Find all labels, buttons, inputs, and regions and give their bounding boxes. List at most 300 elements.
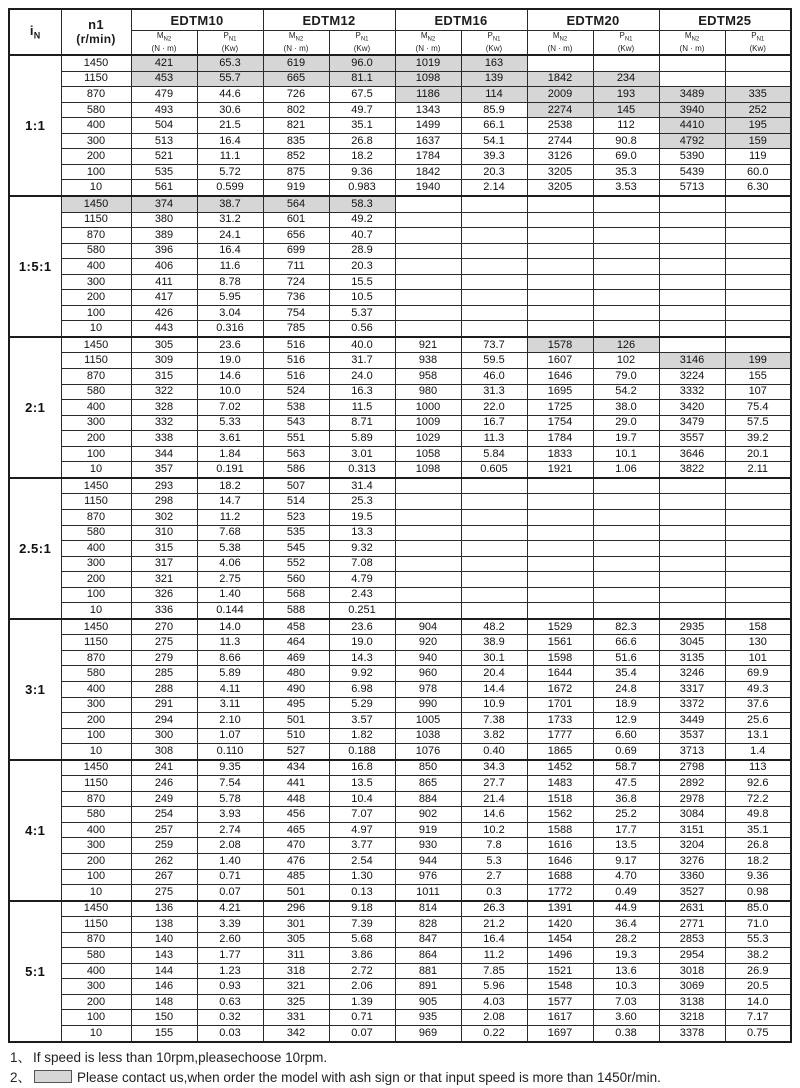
power-subheader: $P_{N1}$ (Kw) — [725, 31, 791, 56]
power-cell: 27.7 — [461, 776, 527, 792]
power-cell — [593, 196, 659, 212]
power-cell: 7.8 — [461, 838, 527, 854]
table-row — [9, 994, 791, 1010]
power-cell: 7.08 — [329, 556, 395, 572]
torque-cell: 241 — [131, 760, 197, 776]
torque-cell: 1842 — [395, 164, 461, 180]
power-cell: 18.2 — [329, 149, 395, 165]
torque-cell: 1777 — [527, 728, 593, 744]
power-cell: 1.39 — [329, 994, 395, 1010]
power-cell: 0.3 — [461, 885, 527, 901]
speed-cell: 100 — [61, 446, 131, 462]
torque-cell: 1842 — [527, 71, 593, 87]
torque-cell: 665 — [263, 71, 329, 87]
torque-cell: 3135 — [659, 650, 725, 666]
torque-cell: 1076 — [395, 744, 461, 760]
power-cell: 55.7 — [197, 71, 263, 87]
power-cell: 21.5 — [197, 118, 263, 134]
torque-cell: 978 — [395, 681, 461, 697]
power-cell: 0.32 — [197, 1010, 263, 1026]
torque-cell: 3276 — [659, 853, 725, 869]
power-cell — [593, 556, 659, 572]
torque-cell: 417 — [131, 290, 197, 306]
power-cell — [461, 556, 527, 572]
speed-cell: 10 — [61, 321, 131, 337]
torque-cell: 902 — [395, 807, 461, 823]
speed-cell: 400 — [61, 822, 131, 838]
power-cell: 4.21 — [197, 901, 263, 917]
torque-cell — [659, 243, 725, 259]
power-cell: 0.38 — [593, 1026, 659, 1042]
power-cell: 2.10 — [197, 713, 263, 729]
power-cell — [461, 572, 527, 588]
power-cell: 55.3 — [725, 932, 791, 948]
speed-cell: 870 — [61, 650, 131, 666]
table-row — [9, 71, 791, 87]
torque-cell: 2798 — [659, 760, 725, 776]
speed-cell: 10 — [61, 744, 131, 760]
footnote-1-text: If speed is less than 10rpm,pleasechoose 10rpm. — [33, 1049, 328, 1065]
power-cell — [461, 212, 527, 228]
torque-cell — [395, 196, 461, 212]
power-cell: 0.22 — [461, 1026, 527, 1042]
torque-cell: 1561 — [527, 635, 593, 651]
torque-cell: 1701 — [527, 697, 593, 713]
power-cell: 19.0 — [329, 635, 395, 651]
torque-cell: 5713 — [659, 180, 725, 196]
speed-cell: 100 — [61, 869, 131, 885]
power-cell: 35.4 — [593, 666, 659, 682]
power-cell: 195 — [725, 118, 791, 134]
torque-cell: 1496 — [527, 948, 593, 964]
torque-cell: 724 — [263, 274, 329, 290]
power-cell: 2.11 — [725, 462, 791, 478]
torque-cell: 754 — [263, 305, 329, 321]
power-cell: 39.3 — [461, 149, 527, 165]
power-cell: 17.7 — [593, 822, 659, 838]
power-cell: 7.39 — [329, 917, 395, 933]
power-cell: 0.56 — [329, 321, 395, 337]
torque-cell: 338 — [131, 431, 197, 447]
speed-cell: 1450 — [61, 901, 131, 917]
torque-cell: 2771 — [659, 917, 725, 933]
torque-cell — [395, 321, 461, 337]
power-cell: 31.2 — [197, 212, 263, 228]
torque-cell: 1646 — [527, 369, 593, 385]
power-cell — [461, 478, 527, 494]
torque-cell: 904 — [395, 619, 461, 635]
torque-cell: 155 — [131, 1026, 197, 1042]
table-row — [9, 149, 791, 165]
torque-cell: 3151 — [659, 822, 725, 838]
footnote-1-index: 1、 — [10, 1049, 32, 1065]
torque-cell — [659, 212, 725, 228]
table-row — [9, 541, 791, 557]
power-cell: 47.5 — [593, 776, 659, 792]
torque-cell — [659, 321, 725, 337]
torque-cell: 322 — [131, 384, 197, 400]
table-row — [9, 744, 791, 760]
table-row — [9, 196, 791, 212]
torque-cell: 3204 — [659, 838, 725, 854]
table-row — [9, 697, 791, 713]
power-cell: 14.0 — [725, 994, 791, 1010]
torque-cell: 3646 — [659, 446, 725, 462]
table-row — [9, 807, 791, 823]
torque-cell — [527, 259, 593, 275]
speed-cell: 1450 — [61, 55, 131, 71]
torque-cell: 527 — [263, 744, 329, 760]
torque-cell: 296 — [263, 901, 329, 917]
torque-cell: 930 — [395, 838, 461, 854]
table-row — [9, 87, 791, 103]
torque-cell: 300 — [131, 728, 197, 744]
power-cell — [593, 494, 659, 510]
power-cell — [725, 71, 791, 87]
power-cell: 49.3 — [725, 681, 791, 697]
power-cell: 36.4 — [593, 917, 659, 933]
power-cell: 7.17 — [725, 1010, 791, 1026]
torque-cell: 285 — [131, 666, 197, 682]
torque-cell: 875 — [263, 164, 329, 180]
power-cell: 5.84 — [461, 446, 527, 462]
power-subheader: $P_{N1}$ (Kw) — [593, 31, 659, 56]
power-cell — [593, 478, 659, 494]
power-cell: 35.1 — [329, 118, 395, 134]
torque-cell: 2538 — [527, 118, 593, 134]
power-cell: 10.5 — [329, 290, 395, 306]
table-row — [9, 164, 791, 180]
power-cell: 14.6 — [197, 369, 263, 385]
power-cell: 158 — [725, 619, 791, 635]
power-cell: 44.6 — [197, 87, 263, 103]
power-cell: 10.4 — [329, 791, 395, 807]
speed-cell: 400 — [61, 963, 131, 979]
speed-cell: 1150 — [61, 212, 131, 228]
speed-cell: 200 — [61, 572, 131, 588]
torque-cell — [659, 259, 725, 275]
speed-cell: 100 — [61, 587, 131, 603]
torque-cell: 1617 — [527, 1010, 593, 1026]
power-cell: 8.66 — [197, 650, 263, 666]
torque-cell: 480 — [263, 666, 329, 682]
power-cell: 4.11 — [197, 681, 263, 697]
torque-cell: 389 — [131, 228, 197, 244]
ratio-label: 1:5:1 — [9, 196, 61, 337]
power-cell — [461, 525, 527, 541]
torque-cell: 2978 — [659, 791, 725, 807]
power-cell: 112 — [593, 118, 659, 134]
table-row — [9, 556, 791, 572]
power-cell: 13.1 — [725, 728, 791, 744]
power-cell: 1.4 — [725, 744, 791, 760]
table-row — [9, 917, 791, 933]
power-subheader: $P_{N1}$ (Kw) — [461, 31, 527, 56]
power-cell: 14.6 — [461, 807, 527, 823]
speed-cell: 200 — [61, 994, 131, 1010]
speed-cell: 200 — [61, 853, 131, 869]
table-row — [9, 728, 791, 744]
torque-cell: 136 — [131, 901, 197, 917]
power-cell: 0.75 — [725, 1026, 791, 1042]
torque-cell: 254 — [131, 807, 197, 823]
torque-cell: 1000 — [395, 400, 461, 416]
torque-cell: 3822 — [659, 462, 725, 478]
torque-cell: 332 — [131, 415, 197, 431]
torque-cell — [659, 337, 725, 353]
power-cell: 49.8 — [725, 807, 791, 823]
power-cell: 0.605 — [461, 462, 527, 478]
torque-cell: 406 — [131, 259, 197, 275]
power-cell: 14.7 — [197, 494, 263, 510]
ratio-label: 1:1 — [9, 55, 61, 196]
torque-cell — [395, 603, 461, 619]
power-cell — [725, 305, 791, 321]
power-cell: 0.49 — [593, 885, 659, 901]
torque-cell — [527, 55, 593, 71]
torque-cell: 1058 — [395, 446, 461, 462]
speed-cell: 870 — [61, 932, 131, 948]
speed-cell: 10 — [61, 603, 131, 619]
torque-cell: 453 — [131, 71, 197, 87]
table-row — [9, 635, 791, 651]
footnote-2 — [10, 1068, 792, 1088]
torque-cell: 315 — [131, 369, 197, 385]
power-cell: 57.5 — [725, 415, 791, 431]
power-cell: 39.2 — [725, 431, 791, 447]
table-row — [9, 494, 791, 510]
torque-cell: 288 — [131, 681, 197, 697]
table-row — [9, 776, 791, 792]
power-cell: 2.08 — [461, 1010, 527, 1026]
torque-cell: 850 — [395, 760, 461, 776]
power-cell: 8.71 — [329, 415, 395, 431]
torque-cell: 342 — [263, 1026, 329, 1042]
power-cell: 28.2 — [593, 932, 659, 948]
power-cell: 44.9 — [593, 901, 659, 917]
power-cell: 66.6 — [593, 635, 659, 651]
torque-cell — [395, 494, 461, 510]
power-cell: 58.7 — [593, 760, 659, 776]
power-cell: 130 — [725, 635, 791, 651]
torque-cell: 308 — [131, 744, 197, 760]
torque-cell: 458 — [263, 619, 329, 635]
speed-cell: 1150 — [61, 917, 131, 933]
torque-cell: 976 — [395, 869, 461, 885]
torque-cell — [659, 587, 725, 603]
torque-cell — [395, 212, 461, 228]
power-cell: 4.06 — [197, 556, 263, 572]
model-header-edtm25: EDTM25 — [659, 9, 791, 31]
power-cell: 11.5 — [329, 400, 395, 416]
power-cell: 335 — [725, 87, 791, 103]
torque-cell: 1577 — [527, 994, 593, 1010]
torque-cell: 711 — [263, 259, 329, 275]
table-row — [9, 369, 791, 385]
speed-cell: 580 — [61, 243, 131, 259]
power-cell: 0.69 — [593, 744, 659, 760]
torque-cell: 291 — [131, 697, 197, 713]
power-cell: 49.2 — [329, 212, 395, 228]
torque-cell: 257 — [131, 822, 197, 838]
power-cell: 3.93 — [197, 807, 263, 823]
table-row — [9, 932, 791, 948]
power-cell: 24.1 — [197, 228, 263, 244]
speed-cell: 580 — [61, 384, 131, 400]
power-cell: 145 — [593, 102, 659, 118]
power-cell: 163 — [461, 55, 527, 71]
power-cell — [725, 525, 791, 541]
torque-cell — [395, 572, 461, 588]
power-cell: 0.313 — [329, 462, 395, 478]
table-row — [9, 212, 791, 228]
power-cell: 20.3 — [461, 164, 527, 180]
torque-cell: 249 — [131, 791, 197, 807]
torque-cell: 485 — [263, 869, 329, 885]
table-row — [9, 760, 791, 776]
power-cell: 81.1 — [329, 71, 395, 87]
torque-cell: 601 — [263, 212, 329, 228]
torque-cell: 443 — [131, 321, 197, 337]
speed-cell: 100 — [61, 728, 131, 744]
ratio-label: 4:1 — [9, 760, 61, 901]
speed-cell: 200 — [61, 713, 131, 729]
torque-cell — [527, 212, 593, 228]
torque-cell: 586 — [263, 462, 329, 478]
torque-cell: 279 — [131, 650, 197, 666]
speed-cell: 300 — [61, 133, 131, 149]
torque-cell: 501 — [263, 713, 329, 729]
torque-cell — [527, 305, 593, 321]
power-cell: 72.2 — [725, 791, 791, 807]
power-cell: 38.7 — [197, 196, 263, 212]
torque-cell: 1499 — [395, 118, 461, 134]
torque-cell: 514 — [263, 494, 329, 510]
torque-cell: 305 — [131, 337, 197, 353]
power-cell: 7.85 — [461, 963, 527, 979]
torque-cell: 921 — [395, 337, 461, 353]
power-cell — [593, 290, 659, 306]
torque-cell: 344 — [131, 446, 197, 462]
torque-cell: 535 — [131, 164, 197, 180]
power-cell: 7.02 — [197, 400, 263, 416]
torque-cell: 1518 — [527, 791, 593, 807]
ratio-label: 3:1 — [9, 619, 61, 760]
torque-subheader: $M_{N2}$ (N · m) — [131, 31, 197, 56]
speed-cell: 10 — [61, 1026, 131, 1042]
torque-cell: 262 — [131, 853, 197, 869]
power-cell: 14.0 — [197, 619, 263, 635]
power-cell — [461, 603, 527, 619]
footnote-2-index: 2、 — [10, 1069, 32, 1085]
torque-cell: 3146 — [659, 353, 725, 369]
torque-cell: 3218 — [659, 1010, 725, 1026]
table-row — [9, 587, 791, 603]
speed-cell: 1450 — [61, 760, 131, 776]
torque-cell: 619 — [263, 55, 329, 71]
torque-cell: 2631 — [659, 901, 725, 917]
table-row — [9, 102, 791, 118]
table-row — [9, 274, 791, 290]
power-cell: 4.70 — [593, 869, 659, 885]
power-cell: 6.30 — [725, 180, 791, 196]
power-cell: 18.9 — [593, 697, 659, 713]
torque-cell: 150 — [131, 1010, 197, 1026]
power-cell: 1.77 — [197, 948, 263, 964]
power-cell — [461, 321, 527, 337]
torque-cell: 958 — [395, 369, 461, 385]
power-cell: 82.3 — [593, 619, 659, 635]
torque-cell: 524 — [263, 384, 329, 400]
power-cell — [593, 321, 659, 337]
table-row — [9, 55, 791, 71]
torque-cell: 495 — [263, 697, 329, 713]
power-cell: 34.3 — [461, 760, 527, 776]
torque-cell: 1038 — [395, 728, 461, 744]
power-cell: 26.3 — [461, 901, 527, 917]
power-cell: 10.1 — [593, 446, 659, 462]
power-cell: 26.8 — [725, 838, 791, 854]
power-cell: 54.1 — [461, 133, 527, 149]
torque-cell: 336 — [131, 603, 197, 619]
torque-cell: 2274 — [527, 102, 593, 118]
torque-cell — [527, 478, 593, 494]
power-cell: 13.5 — [593, 838, 659, 854]
power-cell — [461, 228, 527, 244]
speed-cell: 1150 — [61, 71, 131, 87]
power-cell: 23.6 — [329, 619, 395, 635]
power-cell: 5.37 — [329, 305, 395, 321]
torque-cell: 802 — [263, 102, 329, 118]
torque-cell: 507 — [263, 478, 329, 494]
torque-cell: 980 — [395, 384, 461, 400]
torque-cell: 821 — [263, 118, 329, 134]
power-cell — [593, 509, 659, 525]
power-cell: 20.5 — [725, 979, 791, 995]
speed-cell: 10 — [61, 885, 131, 901]
power-cell: 0.144 — [197, 603, 263, 619]
torque-cell: 490 — [263, 681, 329, 697]
speed-cell: 10 — [61, 180, 131, 196]
table-row — [9, 290, 791, 306]
torque-cell — [527, 603, 593, 619]
speed-cell: 200 — [61, 290, 131, 306]
power-cell: 24.0 — [329, 369, 395, 385]
power-cell: 7.07 — [329, 807, 395, 823]
torque-cell: 3940 — [659, 102, 725, 118]
power-cell: 79.0 — [593, 369, 659, 385]
power-cell: 14.3 — [329, 650, 395, 666]
torque-cell: 513 — [131, 133, 197, 149]
torque-cell: 275 — [131, 635, 197, 651]
torque-cell: 3537 — [659, 728, 725, 744]
torque-cell — [659, 603, 725, 619]
footnote-2-text: Please contact us,when order the model with ash sign or that input speed is more than 1450r/min. — [77, 1069, 661, 1085]
torque-cell: 246 — [131, 776, 197, 792]
torque-cell: 1833 — [527, 446, 593, 462]
torque-cell — [659, 478, 725, 494]
torque-cell: 1646 — [527, 853, 593, 869]
table-row — [9, 901, 791, 917]
power-cell: 9.35 — [197, 760, 263, 776]
torque-cell: 5439 — [659, 164, 725, 180]
power-cell: 90.8 — [593, 133, 659, 149]
speed-cell: 870 — [61, 369, 131, 385]
torque-cell: 563 — [263, 446, 329, 462]
torque-cell: 736 — [263, 290, 329, 306]
torque-cell: 814 — [395, 901, 461, 917]
ratio-label: 2:1 — [9, 337, 61, 478]
